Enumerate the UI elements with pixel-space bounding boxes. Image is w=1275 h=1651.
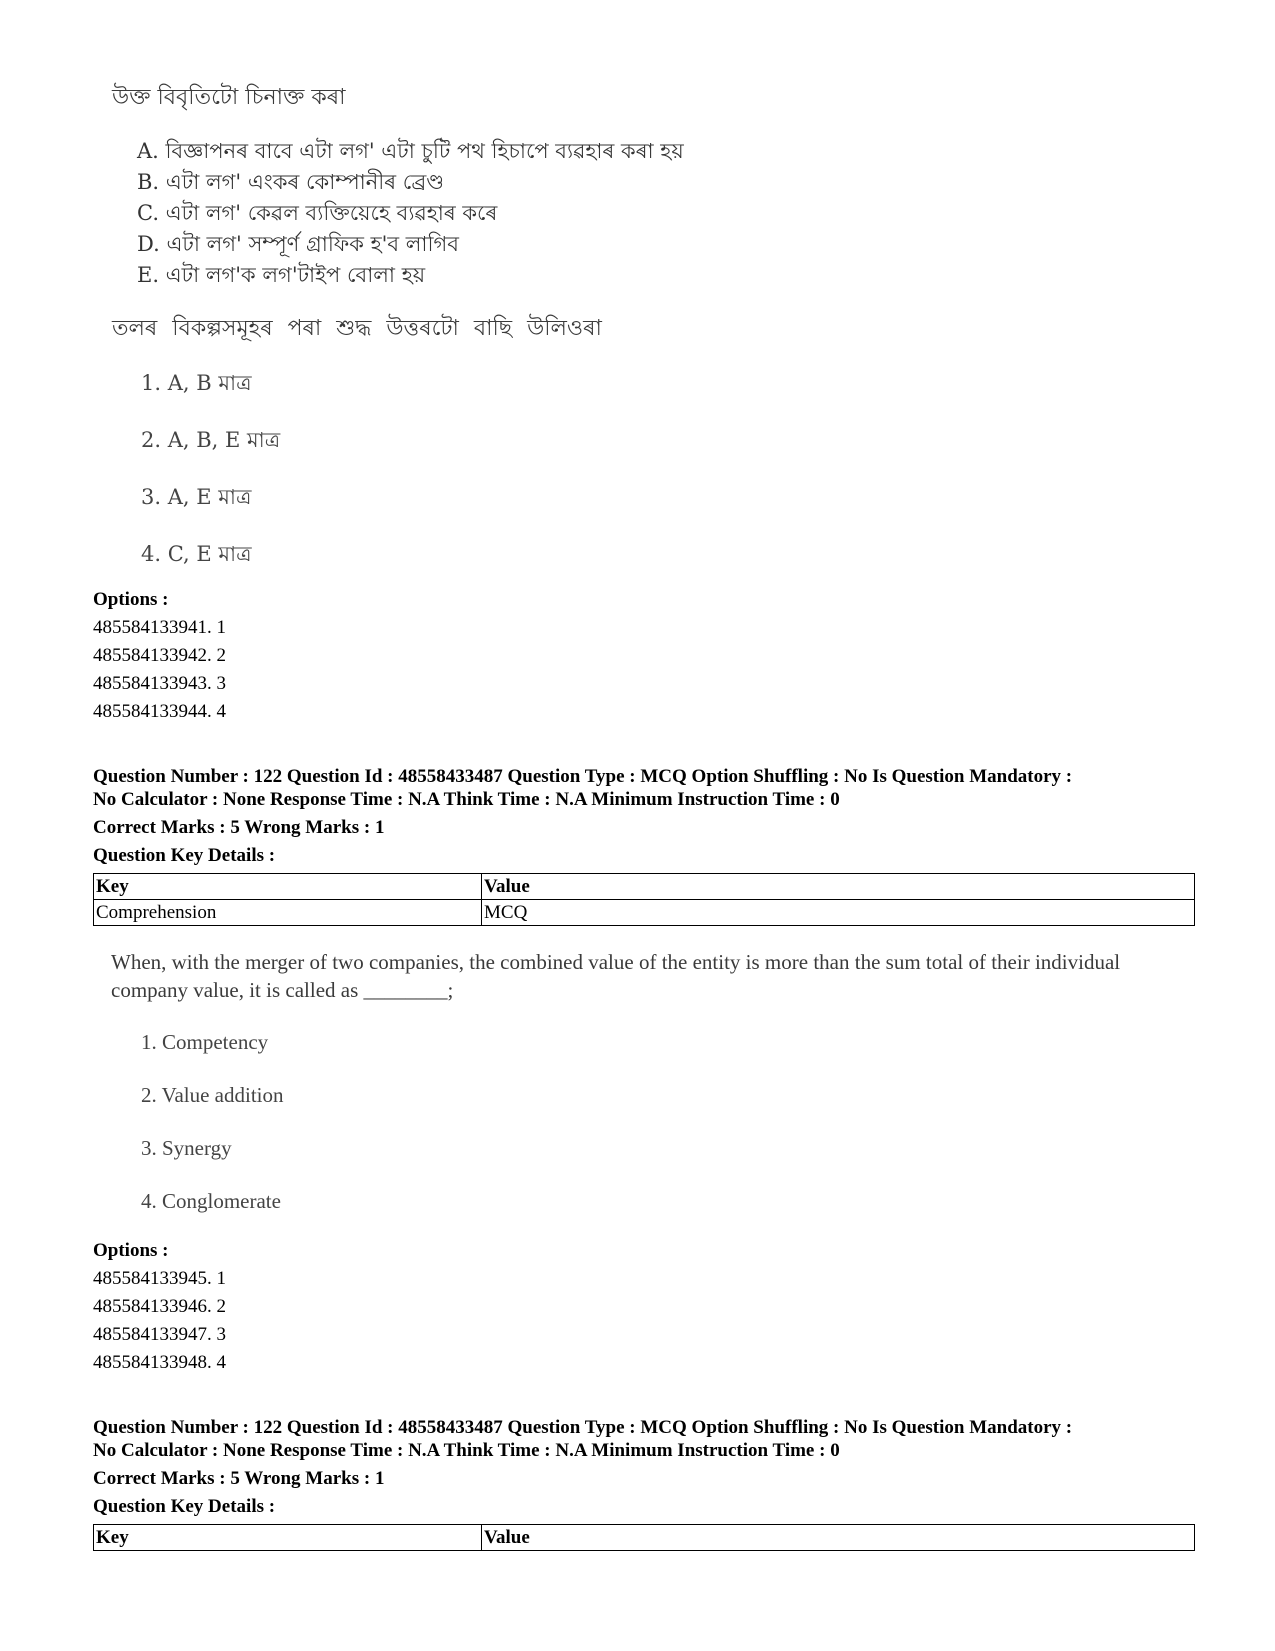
q1-statement-c: C. এটা লগ' কেৱল ব্যক্তিয়েহে ব্যৱহাৰ কৰে	[137, 201, 498, 225]
table-row	[94, 900, 1195, 926]
table-header-row	[94, 874, 1195, 900]
q2-option-2: 485584133946. 2	[93, 1296, 226, 1317]
q2-choice-1: 1. Competency	[141, 1030, 269, 1054]
q2-choice-3: 3. Synergy	[141, 1136, 232, 1160]
q1-statement-b: B. এটা লগ' এংকৰ কোম্পানীৰ ব্ৰেণ্ড	[137, 170, 445, 194]
q1-choice-3: 3. A, E মাত্ৰ	[141, 485, 252, 509]
q3-marks: Correct Marks : 5 Wrong Marks : 1	[93, 1468, 385, 1489]
q1-options-label: Options :	[93, 589, 169, 610]
q2-meta-line-2: No Calculator : None Response Time : N.A Think Time : N.A Minimum Instruction Time : 0	[93, 789, 840, 810]
q1-statement-a: A. বিজ্ঞাপনৰ বাবে এটা লগ' এটা চুটি পথ হিচাপে ব্যৱহাৰ কৰা হয়	[137, 139, 684, 163]
q2-choice-4: 4. Conglomerate	[141, 1189, 281, 1213]
q2-options-label: Options :	[93, 1240, 169, 1261]
table-header-key: Key	[94, 1525, 482, 1551]
q2-key-details-table	[93, 873, 1195, 926]
q1-instruction: তলৰ বিকল্পসমূহৰ পৰা শুদ্ধ উত্তৰটো বাছি উলিওৰা	[112, 316, 602, 341]
q1-option-1: 485584133941. 1	[93, 617, 226, 638]
q2-marks: Correct Marks : 5 Wrong Marks : 1	[93, 817, 385, 838]
q1-option-2: 485584133942. 2	[93, 645, 226, 666]
table-cell-value: MCQ	[482, 900, 1195, 926]
q3-key-details-label: Question Key Details :	[93, 1496, 276, 1517]
q2-option-4: 485584133948. 4	[93, 1352, 226, 1373]
q2-key-details-label: Question Key Details :	[93, 845, 276, 866]
q3-meta-line-1: Question Number : 122 Question Id : 48558433487 Question Type : MCQ Option Shuffling : No Is Question Mandatory :	[93, 1417, 1073, 1438]
q2-meta-line-1: Question Number : 122 Question Id : 48558433487 Question Type : MCQ Option Shuffling : No Is Question Mandatory :	[93, 766, 1073, 787]
q3-key-details-table	[93, 1524, 1195, 1551]
q1-option-4: 485584133944. 4	[93, 701, 226, 722]
q2-stem: When, with the merger of two companies, the combined value of the entity is more than the sum total of their individual company value, it is called as ________;	[111, 950, 1121, 1002]
q1-statement-e: E. এটা লগ'ক লগ'টাইপ বোলা হয়	[137, 263, 426, 287]
q3-meta-line-2: No Calculator : None Response Time : N.A Think Time : N.A Minimum Instruction Time : 0	[93, 1440, 840, 1461]
q1-choice-1: 1. A, B মাত্ৰ	[141, 371, 252, 395]
table-cell-key: Comprehension	[94, 900, 482, 926]
q1-statement-d: D. এটা লগ' সম্পূৰ্ণ গ্ৰাফিক হ'ব লাগিব	[137, 232, 459, 256]
q1-choice-2: 2. A, B, E মাত্ৰ	[141, 428, 281, 452]
q2-option-1: 485584133945. 1	[93, 1268, 226, 1289]
table-header-value: Value	[482, 1525, 1195, 1551]
q2-option-3: 485584133947. 3	[93, 1324, 226, 1345]
q1-stem: উক্ত বিবৃতিটো চিনাক্ত কৰা	[112, 85, 346, 110]
q1-option-3: 485584133943. 3	[93, 673, 226, 694]
table-header-key: Key	[94, 874, 482, 900]
q1-choice-4: 4. C, E মাত্ৰ	[141, 542, 252, 566]
table-header-value: Value	[482, 874, 1195, 900]
table-header-row	[94, 1525, 1195, 1551]
q2-choice-2: 2. Value addition	[141, 1083, 284, 1107]
